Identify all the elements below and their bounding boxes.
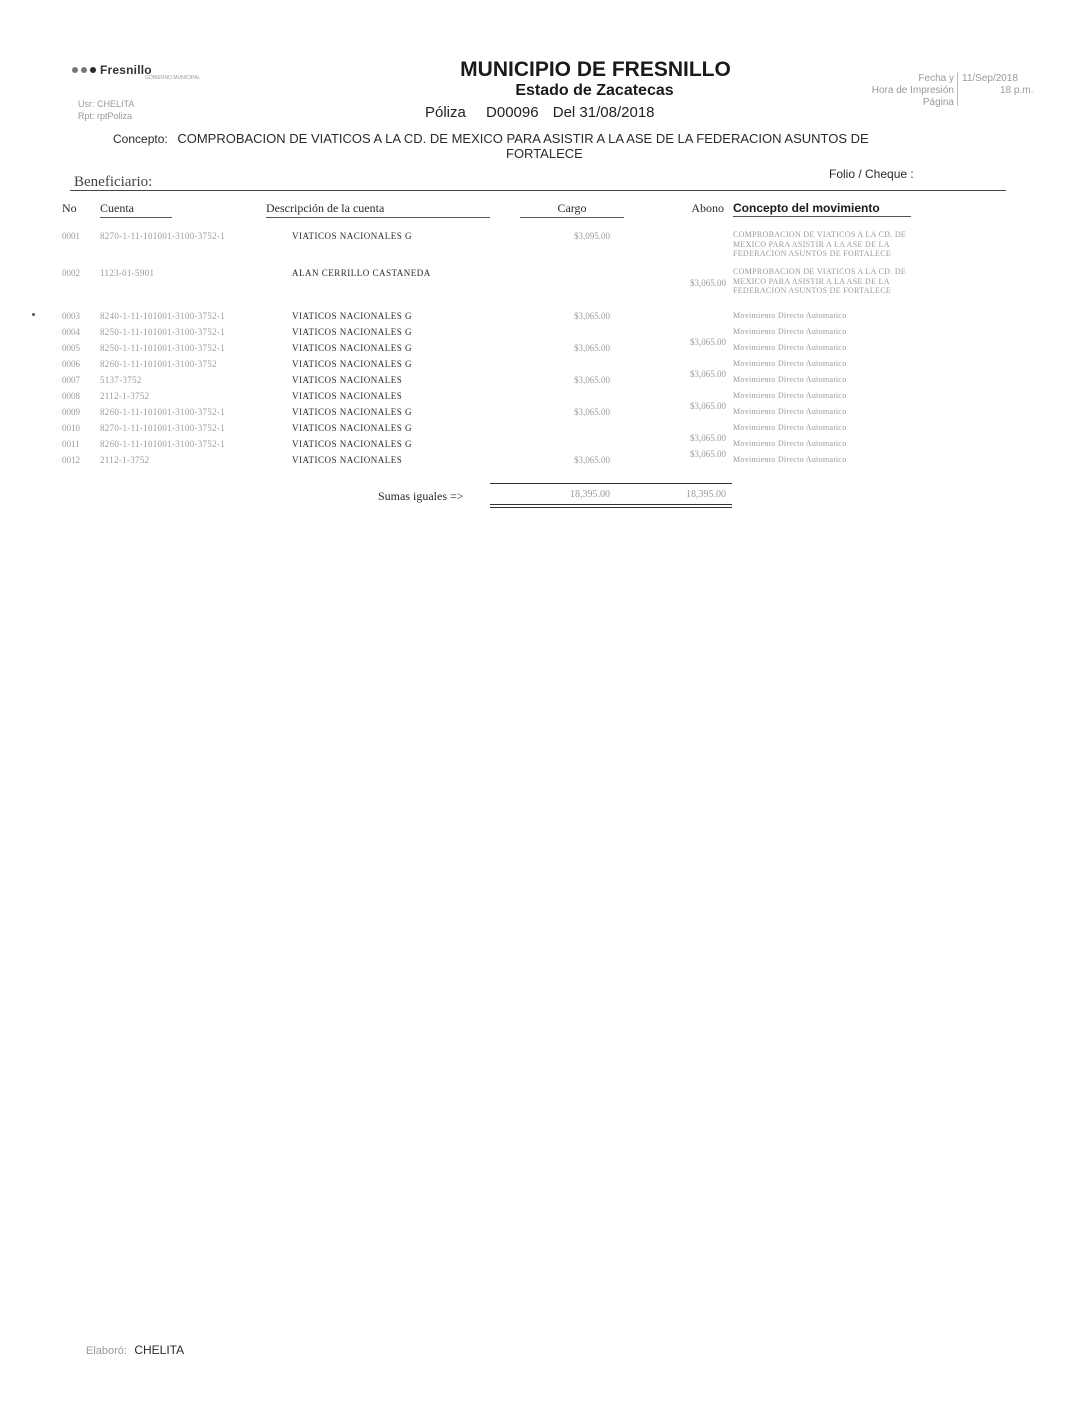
row-account: 2112-1-3752 (100, 455, 150, 465)
totals-rule-bottom-1 (490, 504, 732, 505)
row-account: 8260-1-11-101001-3100-3752-1 (100, 439, 226, 449)
row-concepto (733, 439, 847, 449)
row-concepto (733, 343, 847, 353)
row-concepto (733, 407, 847, 417)
totals-label: Sumas iguales => (378, 489, 464, 503)
row-abono: $3,065.00 (690, 401, 726, 411)
row-concepto-line: Movimiento Directo Automatico (733, 359, 847, 368)
poliza-date: Del 31/08/2018 (552, 104, 655, 121)
row-description: VIATICOS NACIONALES G (292, 231, 412, 241)
page-label: Página (922, 97, 954, 108)
row-description: ALAN CERRILLO CASTANEDA (292, 268, 431, 278)
logo-text: Fresnillo (100, 63, 152, 77)
folio-cheque-label: Folio / Cheque : (829, 167, 914, 181)
row-concepto-line: Movimiento Directo Automatico (733, 407, 847, 416)
row-abono: $3,065.00 (690, 433, 726, 443)
table-row (0, 343, 1091, 359)
row-description: VIATICOS NACIONALES G (292, 343, 412, 353)
print-time-value: 18 p.m. (1000, 85, 1034, 96)
table-row (0, 407, 1091, 423)
row-account: 5137-3752 (100, 375, 142, 385)
row-concepto-line: Movimiento Directo Automatico (733, 327, 847, 336)
beneficiario-label: Beneficiario: (74, 174, 153, 190)
row-number: 0011 (62, 439, 80, 449)
row-cargo: $3,065.00 (574, 407, 610, 417)
row-account: 8260-1-11-101001-3100-3752 (100, 359, 217, 369)
row-concepto-line: Movimiento Directo Automatico (733, 423, 847, 432)
row-account: 8250-1-11-101001-3100-3752-1 (100, 327, 226, 337)
row-number: 0004 (62, 327, 80, 337)
row-number: 0009 (62, 407, 80, 417)
row-concepto (733, 359, 847, 369)
row-concepto-line: Movimiento Directo Automatico (733, 311, 847, 320)
table-row (0, 455, 1091, 471)
row-concepto-line: Movimiento Directo Automatico (733, 343, 847, 352)
row-number: 0010 (62, 423, 80, 433)
total-cargo: 18,395.00 (570, 489, 610, 500)
row-number: 0007 (62, 375, 80, 385)
row-concepto (733, 375, 847, 385)
report-user-line: Usr: CHELITA (78, 99, 135, 109)
row-concepto (733, 423, 847, 433)
concepto-label: Concepto: (113, 132, 168, 146)
col-header-cargo: Cargo (520, 201, 624, 218)
elaboro-label: Elaboró: (86, 1345, 127, 1357)
row-concepto-line: Movimiento Directo Automatico (733, 455, 847, 464)
row-concepto (733, 327, 847, 337)
row-account: 8250-1-11-101001-3100-3752-1 (100, 343, 226, 353)
row-account: 2112-1-3752 (100, 391, 150, 401)
row-number: 0005 (62, 343, 80, 353)
row-concepto (733, 230, 906, 259)
row-concepto-line: COMPROBACION DE VIATICOS A LA CD. DE (733, 267, 907, 276)
row-abono: $3,065.00 (690, 369, 726, 379)
header-separator (957, 72, 958, 106)
row-cargo: $3,065.00 (574, 375, 610, 385)
row-description: VIATICOS NACIONALES G (292, 359, 412, 369)
row-account: 8270-1-11-101001-3100-3752-1 (100, 231, 226, 241)
row-concepto-line: FEDERACION ASUNTOS DE FORTALECE (733, 286, 892, 295)
row-concepto-line: Movimiento Directo Automatico (733, 439, 847, 448)
document-subtitle: Estado de Zacatecas (515, 82, 674, 99)
table-row (0, 311, 1091, 327)
col-header-concepto: Concepto del movimiento (733, 201, 911, 217)
row-concepto-line: COMPROBACION DE VIATICOS A LA CD. DE (733, 230, 907, 239)
row-concepto (733, 311, 847, 321)
row-cargo: $3,095.00 (574, 231, 610, 241)
total-abono: 18,395.00 (686, 489, 726, 500)
print-date-value: 11/Sep/2018 (962, 73, 1018, 84)
elaboro-line (86, 1343, 184, 1357)
elaboro-name: CHELITA (134, 1343, 185, 1357)
col-header-abono: Abono (691, 201, 724, 215)
row-concepto (733, 455, 847, 465)
row-abono: $3,065.00 (690, 278, 726, 288)
concepto-line (113, 131, 869, 146)
row-number: 0002 (62, 268, 80, 278)
poliza-line (425, 104, 655, 121)
row-number: 0001 (62, 231, 80, 241)
row-concepto-line: MEXICO PARA ASISTIR A LA ASE DE LA (733, 239, 890, 249)
row-account: 8260-1-11-101001-3100-3752-1 (100, 407, 226, 417)
row-account: 8270-1-11-101001-3100-3752-1 (100, 423, 226, 433)
row-concepto-line: Movimiento Directo Automatico (733, 391, 847, 400)
row-description: VIATICOS NACIONALES (292, 391, 403, 401)
row-number: 0006 (62, 359, 80, 369)
report-name-line: Rpt: rptPoliza (78, 111, 133, 121)
row-concepto (733, 391, 847, 401)
poliza-label: Póliza (425, 104, 466, 121)
concepto-text-continued: FORTALECE (506, 146, 583, 161)
logo-subtext: GOBIERNO MUNICIPAL (145, 75, 201, 81)
table-row (0, 267, 1091, 295)
col-header-descripcion: Descripción de la cuenta (266, 201, 490, 218)
row-abono: $3,065.00 (690, 449, 726, 459)
col-header-cuenta: Cuenta (100, 201, 172, 218)
row-description: VIATICOS NACIONALES G (292, 439, 412, 449)
table-row (0, 391, 1091, 411)
row-abono: $3,065.00 (690, 337, 726, 347)
row-description: VIATICOS NACIONALES (292, 375, 403, 385)
row-description: VIATICOS NACIONALES G (292, 327, 412, 337)
concepto-text: COMPROBACION DE VIATICOS A LA CD. DE MEXICO PARA ASISTIR A LA ASE DE LA FEDERACION ASUNTOS DE (177, 131, 869, 146)
row-description: VIATICOS NACIONALES G (292, 311, 412, 321)
table-row (0, 327, 1091, 347)
row-number: 0008 (62, 391, 80, 401)
row-cargo: $3,065.00 (574, 343, 610, 353)
row-cargo: $3,065.00 (574, 311, 610, 321)
totals-rule-top (490, 483, 732, 484)
row-description: VIATICOS NACIONALES G (292, 407, 412, 417)
table-row (0, 423, 1091, 443)
row-description: VIATICOS NACIONALES G (292, 423, 412, 433)
table-row (0, 230, 1091, 258)
table-row (0, 375, 1091, 391)
totals-rule-bottom-2 (490, 507, 732, 508)
row-description: VIATICOS NACIONALES (292, 455, 403, 465)
document-title: MUNICIPIO DE FRESNILLO (460, 58, 731, 81)
row-concepto-line: FEDERACION ASUNTOS DE FORTALECE (733, 249, 892, 258)
row-concepto-line: Movimiento Directo Automatico (733, 375, 847, 384)
print-date-label: Fecha y (918, 73, 954, 84)
print-time-label: Hora de Impresión (871, 85, 954, 96)
row-account: 1123-01-5901 (100, 268, 155, 278)
row-account: 8240-1-11-101001-3100-3752-1 (100, 311, 226, 321)
table-row (0, 439, 1091, 459)
row-cargo: $3,065.00 (574, 455, 610, 465)
header-divider (70, 190, 1006, 191)
row-number: 0012 (62, 455, 80, 465)
row-number: 0003 (62, 311, 80, 321)
poliza-number: D00096 (486, 104, 539, 121)
table-row (0, 359, 1091, 379)
row-concepto (733, 267, 906, 296)
col-header-no: No (62, 201, 77, 215)
row-concepto-line: MEXICO PARA ASISTIR A LA ASE DE LA (733, 276, 890, 286)
